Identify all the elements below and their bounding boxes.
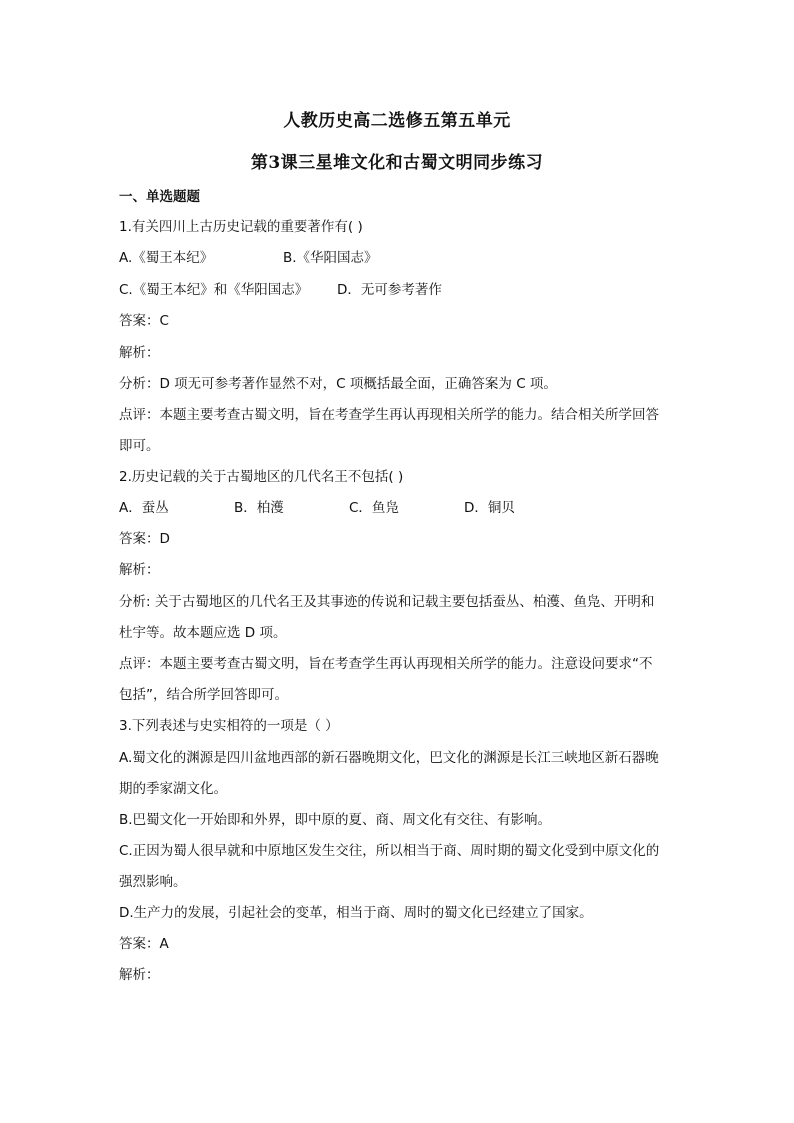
question-3-option-b: B.巴蜀文化一开始即和外界，即中原的夏、商、周文化有交往、有影响。 [119, 812, 552, 828]
question-1-option-c: C.《蜀王本纪》和《华阳国志》 [119, 282, 309, 298]
question-1-option-d: D．无可参考著作 [337, 282, 442, 298]
question-2-analysis-line-2: 杜宇等。故本题应选 D 项。 [119, 625, 287, 641]
question-2-analysis-label: 解析： [119, 562, 160, 578]
question-3-option-a-line-2: 期的季家湖文化。 [119, 781, 227, 797]
question-2-comment-line-2: 包括”，结合所学回答即可。 [119, 687, 288, 703]
question-2-option-b: B．柏濩 [234, 500, 284, 516]
question-2-options [119, 498, 515, 518]
question-1-option-a: A.《蜀王本纪》 [119, 250, 214, 266]
question-3-option-c-line-2: 强烈影响。 [119, 874, 187, 890]
question-2-stem: 2.历史记载的关于古蜀地区的几代名王不包括( ) [119, 469, 404, 485]
question-1-options-row-1 [119, 248, 378, 268]
question-3-option-d: D.生产力的发展，引起社会的变革，相当于商、周时的蜀文化已经建立了国家。 [119, 905, 593, 921]
question-3-answer: 答案：A [119, 936, 169, 952]
section-heading: 一、单选题题 [119, 189, 200, 205]
question-1-comment-line-2: 即可。 [119, 438, 160, 454]
question-1-option-b: B.《华阳国志》 [283, 250, 378, 266]
question-2-option-d: D．铜贝 [464, 500, 515, 516]
lesson-title: 第3课三星堆文化和古蜀文明同步练习 [250, 153, 544, 173]
question-2-answer: 答案：D [119, 531, 170, 547]
document-title: 人教历史高二选修五第五单元 [283, 111, 511, 131]
question-1-answer: 答案：C [119, 313, 169, 329]
question-1-comment-line-1: 点评：本题主要考查古蜀文明，旨在考查学生再认再现相关所学的能力。结合相关所学回答 [119, 407, 659, 423]
question-2-option-a: A．蚕丛 [119, 500, 169, 516]
question-3-option-a-line-1: A.蜀文化的渊源是四川盆地西部的新石器晚期文化，巴文化的渊源是长江三峡地区新石器晚 [119, 750, 659, 766]
question-2-analysis-line-1: 分析: 关于古蜀地区的几代名王及其事迹的传说和记载主要包括蚕丛、柏濩、鱼凫、开明和 [119, 594, 655, 610]
question-3-stem: 3.下列表述与史实相符的一项是（ ） [119, 718, 339, 734]
question-3-analysis-label: 解析： [119, 967, 160, 983]
question-1-analysis: 分析：D 项无可参考著作显然不对，C 项概括最全面，正确答案为 C 项。 [119, 376, 557, 392]
question-2-comment-line-1: 点评：本题主要考查古蜀文明，旨在考查学生再认再现相关所学的能力。注意设问要求“不 [119, 656, 653, 672]
question-1-analysis-label: 解析： [119, 345, 160, 361]
question-1-options-row-2 [119, 280, 442, 300]
question-2-option-c: C．鱼凫 [349, 500, 399, 516]
question-1-stem: 1.有关四川上古历史记载的重要著作有( ) [119, 219, 363, 235]
question-3-option-c-line-1: C.正因为蜀人很早就和中原地区发生交往，所以相当于商、周时期的蜀文化受到中原文化的 [119, 843, 660, 859]
